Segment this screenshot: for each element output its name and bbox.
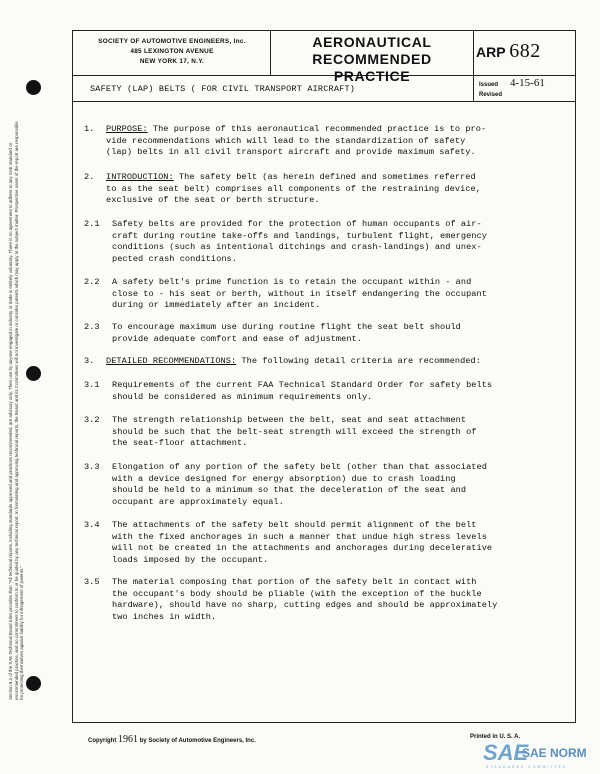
- punch-hole-top: [26, 80, 41, 95]
- section-number: 2.: [84, 172, 95, 182]
- section-number: 3.4: [84, 520, 100, 530]
- header-divider-left: [270, 30, 271, 76]
- title-line-2: RECOMMENDED PRACTICE: [312, 51, 432, 84]
- sidebar-notice-text: Section 8.3 of the SAE Technical Board rules provides that: "All technical reports, including standards approved and practices recommended, are advisory only. Their use by anyone engaged in industry or trade is entirely voluntary. There is no agreement to adhere to any SAE standard or recommended practice, and no commitment to conform to or be guided by any technical report. In formulating and approving technical reports, the Board and its Committees will not investigate or consider patents which may apply to the subject matter. Prospective users of the report are responsible for protecting themselves against liability for infringement of patents.": [8, 121, 25, 700]
- section-number: 3.: [84, 356, 95, 366]
- document-type-title: [272, 34, 472, 85]
- section-heading: DETAILED RECOMMENDATIONS:: [106, 356, 237, 366]
- document-title: SAFETY (LAP) BELTS ( FOR CIVIL TRANSPORT AIRCRAFT): [90, 84, 356, 94]
- section-body: The material composing that portion of the safety belt in contact with the occupant's body should be pliable (with the exception of the buckle hardware), should have no sharp, cutting edges and should be approximately two inches in width.: [112, 577, 498, 622]
- society-address: 485 LEXINGTON AVENUE: [130, 48, 214, 55]
- section-number: 2.3: [84, 322, 100, 332]
- society-name: SOCIETY OF AUTOMOTIVE ENGINEERS, Inc.: [98, 38, 246, 45]
- society-block: [78, 37, 266, 67]
- section-body: To encourage maximum use during routine flight the seat belt should provide adequate comfort and ease of adjustment.: [112, 322, 461, 344]
- watermark-text: SAE NORM: [522, 746, 587, 760]
- section-body: Elongation of any portion of the safety belt (other than that associated with a device designed for energy absorption) due to crash loading should be held to a minimum so that the deceleration of the seat and occupant are approximately equal.: [112, 462, 487, 507]
- section-body: Requirements of the current FAA Technical Standard Order for safety belts should be considered as minimum requirements only.: [112, 380, 493, 402]
- title-line-1: AERONAUTICAL: [312, 34, 432, 50]
- issued-date: 4-15-61: [510, 77, 545, 89]
- section-number: 3.5: [84, 577, 100, 587]
- arp-prefix: ARP: [476, 44, 506, 60]
- society-city: NEW YORK 17, N.Y.: [139, 58, 205, 65]
- section-heading: PURPOSE:: [106, 124, 148, 134]
- section-body: DETAILED RECOMMENDATIONS: The following detail criteria are recommended:: [106, 356, 481, 366]
- section-body: Safety belts are provided for the protection of human occupants of air- craft during routine take-offs and landings, turbulent flight, emergency conditions (such as intentional ditchings and crash-landings) and unex- pected crash conditions.: [112, 219, 487, 264]
- arp-number-block: [476, 40, 541, 63]
- section-number: 3.2: [84, 415, 100, 425]
- watermark-small-text: STANDARDS COMMITTEE: [486, 765, 568, 769]
- copyright-year: 1961: [118, 734, 139, 745]
- arp-number: 682: [509, 40, 541, 62]
- section-body: INTRODUCTION: The safety belt (as herein defined and sometimes referred to as the seat belt) comprises all components of the restraining device, exclusive of the seat or berth structure.: [106, 172, 481, 206]
- section-body: The attachments of the safety belt should permit alignment of the belt with the fixed anchorages in such a manner that undue high stress levels will not be created in the attachments and anchorages during decelerative loads imposed by the occupant.: [112, 520, 493, 565]
- section-number: 2.2: [84, 277, 100, 287]
- section-number: 2.1: [84, 219, 100, 229]
- section-body: A safety belt's prime function is to retain the occupant within - and close to - his seat or berth, without in itself endangering the occupant during or immediately after an incident.: [112, 277, 487, 311]
- section-number: 1.: [84, 124, 95, 134]
- section-number: 3.1: [84, 380, 100, 390]
- revised-label: Revised: [479, 92, 503, 98]
- sidebar-legal-notice: [8, 120, 48, 700]
- section-body: PURPOSE: The purpose of this aeronautical recommended practice is to pro- vide recommendations which will lead to the standardization of safety (lap) belts in all civil transport aircraft and provide maximum safety.: [106, 124, 487, 158]
- copyright-line: Copyright 1961 by Society of Automotive Engineers, Inc.: [88, 734, 256, 745]
- section-number: 3.3: [84, 462, 100, 472]
- issued-label: Issued: [479, 82, 499, 88]
- section-body: The strength relationship between the belt, seat and seat attachment should be such that the belt-seat strength will exceed the strength of the seat-floor attachment.: [112, 415, 477, 449]
- section-heading: INTRODUCTION:: [106, 172, 174, 182]
- printed-in: Printed in U. S. A.: [470, 734, 521, 740]
- watermark-logo: SAE: [483, 740, 529, 765]
